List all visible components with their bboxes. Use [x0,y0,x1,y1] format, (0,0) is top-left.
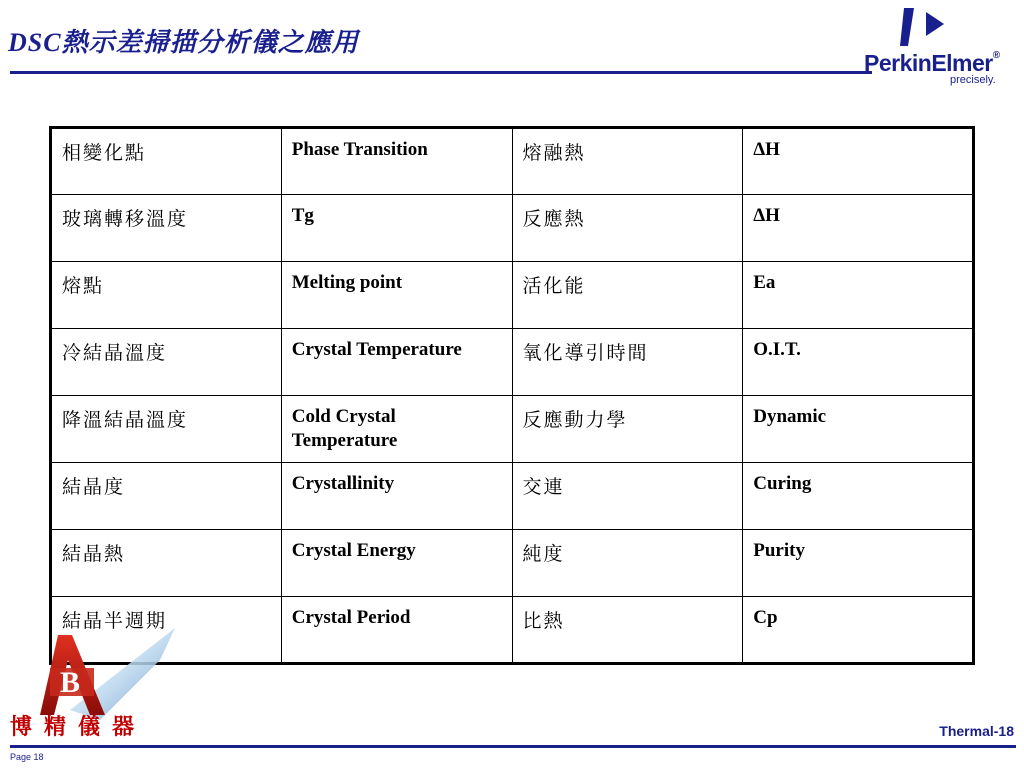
table-cell-english: Purity [743,530,974,597]
table-cell-english: Melting point [281,262,512,329]
table-cell-chinese: 結晶半週期 [51,597,282,664]
table-cell-english: Ea [743,262,974,329]
table-cell-english: O.I.T. [743,329,974,396]
title-divider [10,71,872,74]
logo-brand-text: PerkinElmer® [864,50,1000,76]
table-cell-english: Tg [281,195,512,262]
table-cell-chinese: 降溫結晶溫度 [51,396,282,463]
logo-brand-elmer: Elmer [931,50,993,76]
table-cell-english: Crystallinity [281,463,512,530]
table-cell-english: Crystal Energy [281,530,512,597]
table-cell-chinese: 結晶熱 [51,530,282,597]
table-cell-chinese: 反應熱 [512,195,743,262]
table-row [51,329,974,396]
table-cell-english: Phase Transition [281,128,512,195]
table-cell-chinese: 相變化點 [51,128,282,195]
table-cell-chinese: 氧化導引時間 [512,329,743,396]
table-row [51,597,974,664]
perkinelmer-mark-icon [900,6,960,48]
perkinelmer-logo [864,6,1020,86]
table-cell-chinese: 熔融熱 [512,128,743,195]
table-row [51,262,974,329]
table-cell-english: Crystal Period [281,597,512,664]
table-row [51,195,974,262]
table-row [51,128,974,195]
table-row [51,396,974,463]
table-cell-chinese: 冷結晶溫度 [51,329,282,396]
table-cell-chinese: 反應動力學 [512,396,743,463]
table-cell-english: Cp [743,597,974,664]
page-number: Page 18 [10,752,44,762]
svg-text:B: B [60,666,81,699]
company-name: 博精儀器 [10,714,147,740]
logo-tagline: precisely. [950,74,996,86]
table-cell-english: Dynamic [743,396,974,463]
table-cell-chinese: 熔點 [51,262,282,329]
table-cell-chinese: 結晶度 [51,463,282,530]
logo-brand-perkin: Perkin [864,50,932,76]
table-row [51,463,974,530]
table-cell-english: ΔH [743,195,974,262]
slide-label: Thermal-18 [939,723,1014,739]
table-cell-english: ΔH [743,128,974,195]
table-cell-chinese: 活化能 [512,262,743,329]
dsc-applications-table [49,126,975,665]
table-cell-english: Cold Crystal Temperature [281,396,512,463]
footer-divider [10,745,1016,748]
table-cell-chinese: 比熱 [512,597,743,664]
table-row [51,530,974,597]
table-cell-chinese: 純度 [512,530,743,597]
table-cell-english: Curing [743,463,974,530]
page-title: DSC熱示差掃描分析儀之應用 [8,28,359,57]
table-cell-chinese: 交連 [512,463,743,530]
table-cell-chinese: 玻璃轉移溫度 [51,195,282,262]
table-cell-english: Crystal Temperature [281,329,512,396]
